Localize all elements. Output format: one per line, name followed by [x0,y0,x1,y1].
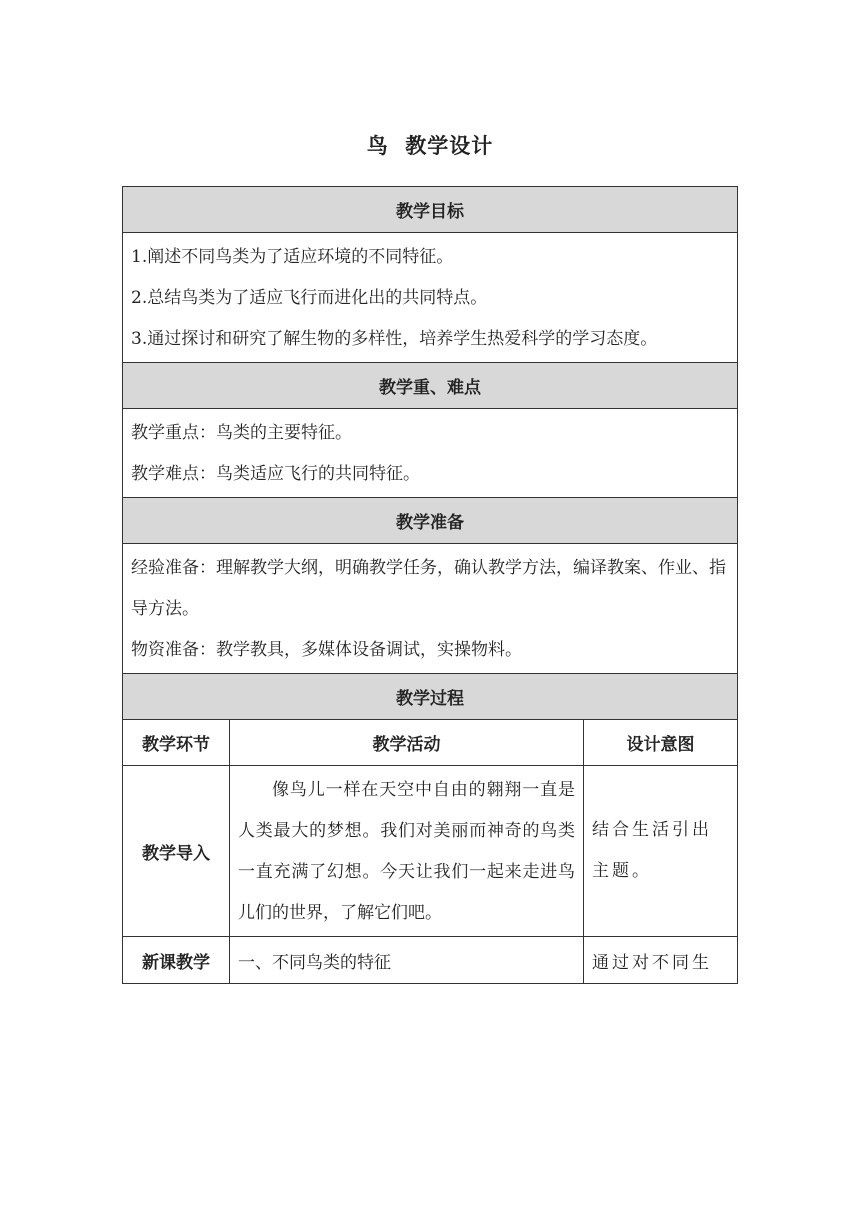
preparation-item: 经验准备：理解教学大纲，明确教学任务，确认教学方法，编译教案、作业、指导方法。 [131,558,726,619]
activity-cell [230,937,584,983]
purpose-cell [584,937,737,983]
table-row [123,766,737,937]
difficulty-item: 教学难点：鸟类适应飞行的共同特征。 [131,464,420,484]
column-header-purpose: 设计意图 [626,735,695,755]
key-points-heading: 教学重、难点 [123,363,737,409]
objectives-section [123,233,737,363]
activity-cell [230,766,584,936]
preparation-section [123,544,737,674]
objective-item: 3.通过探讨和研究了解生物的多样性，培养学生热爱科学的学习态度。 [131,329,658,349]
column-header-activity: 教学活动 [230,720,584,765]
activity-text: 一、不同鸟类的特征 [238,952,391,973]
activity-text: 像鸟儿一样在天空中自由的翱翔一直是人类最大的梦想。我们对美丽而神奇的鸟类一直充满了幻想。今天让我们一起来走进鸟儿们的世界，了解它们吧。 [238,780,575,923]
key-point-item: 教学重点：鸟类的主要特征。 [131,423,352,443]
stage-cell: 新课教学 [123,937,230,983]
process-heading: 教学过程 [123,674,737,720]
page-title: 鸟 教学设计 [366,134,494,158]
purpose-cell [584,766,737,936]
table-row [123,937,737,983]
preparation-heading: 教学准备 [123,498,737,544]
key-points-section [123,409,737,498]
lesson-plan-table [122,186,738,984]
stage-cell: 教学导入 [123,766,230,936]
purpose-text: 结合生活引出主题。 [592,820,712,881]
objective-item: 1.阐述不同鸟类为了适应环境的不同特征。 [131,247,454,267]
objective-item: 2.总结鸟类为了适应飞行而进化出的共同特点。 [131,288,488,308]
column-header-stage: 教学环节 [123,720,230,765]
process-column-headers [123,720,737,766]
purpose-text: 通过对不同生 [592,952,712,973]
objectives-heading: 教学目标 [123,187,737,233]
preparation-item: 物资准备：教学教具，多媒体设备调试，实操物料。 [131,640,522,660]
